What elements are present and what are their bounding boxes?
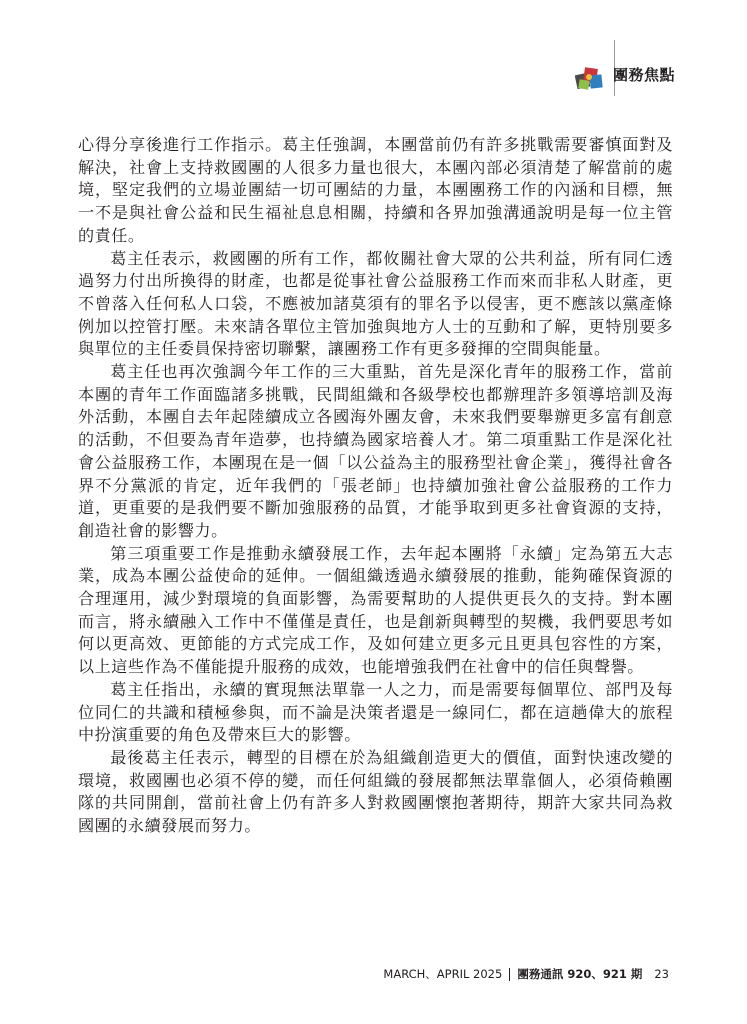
article-body [78, 134, 673, 838]
page-header [555, 40, 675, 96]
paragraph: 心得分享後進行工作指示。葛主任強調，本團當前仍有許多挑戰需要審慎面對及解決，社會上支持救國團的人很多力量也很大，本團內部必須清楚了解當前的處境，堅定我們的立場並團結一切可團結的力量，本團團務工作的內涵和目標，無一不是與社會公益和民生福祉息息相關，持續和各界加強溝通說明是每一位主管的責任。 [78, 135, 673, 245]
section-emblem-icon [575, 62, 605, 92]
magazine-issue: 團務通訊 920、921 期 [517, 967, 643, 981]
paragraph: 最後葛主任表示，轉型的目標在於為組織創造更大的價值，面對快速改變的環境，救國團也必須不停的變，而任何組織的發展都無法單靠個人，必須倚賴團隊的共同開創，當前社會上仍有許多人對救國團懷抱著期待，期許大家共同為救國團的永續發展而努力。 [78, 747, 673, 836]
page-footer [383, 966, 669, 982]
issue-date: MARCH、APRIL 2025 [383, 967, 503, 981]
footer-divider [509, 968, 510, 981]
paragraph: 葛主任指出，永續的實現無法單靠一人之力，而是需要每個單位、部門及每位同仁的共識和積極參與，而不論是決策者還是一線同仁，都在這趟偉大的旅程中扮演重要的角色及帶來巨大的影響。 [78, 679, 673, 745]
paragraph: 葛主任表示，救國團的所有工作，都攸關社會大眾的公共利益，所有同仁透過努力付出所換得的財產，也都是從事社會公益服務工作而來而非私人財產，更不曾落入任何私人口袋，不應被加諸莫須有的罪名予以侵害，更不應該以黨產條例加以控管打壓。未來請各單位主管加強與地方人士的互動和了解，更特別要多與單位的主任委員保持密切聯繫，讓團務工作有更多發揮的空間與能量。 [78, 248, 673, 359]
paragraph: 第三項重要工作是推動永續發展工作，去年起本團將「永續」定為第五大志業，成為本團公益使命的延伸。一個組織透過永續發展的推動，能夠確保資源的合理運用，減少對環境的負面影響，為需要幫助的人提供更長久的支持。對本團而言，將永續融入工作中不僅僅是責任，也是創新與轉型的契機，我們要思考如何以更高效、更節能的方式完成工作，及如何建立更多元且更具包容性的方案，以上這些作為不僅能提升服務的成效，也能增強我們在社會中的信任與聲譽。 [78, 543, 673, 677]
page-number: 23 [654, 967, 669, 981]
paragraph: 葛主任也再次強調今年工作的三大重點，首先是深化青年的服務工作，當前本團的青年工作面臨諸多挑戰，民間組織和各級學校也都辦理許多領導培訓及海外活動，本團自去年起陸續成立各國海外團友會，未來我們要舉辦更多富有創意的活動，不但要為青年造夢，也持續為國家培養人才。第二項重點工作是深化社會公益服務工作，本團現在是一個「以公益為主的服務型社會企業」，獲得社會各界不分黨派的肯定，近年我們的「張老師」也持續加強社會公益服務的工作力道，更重要的是我們要不斷加強服務的品質，才能爭取到更多社會資源的支持，創造社會的影響力。 [78, 362, 673, 540]
section-title: 團務焦點 [612, 66, 675, 84]
